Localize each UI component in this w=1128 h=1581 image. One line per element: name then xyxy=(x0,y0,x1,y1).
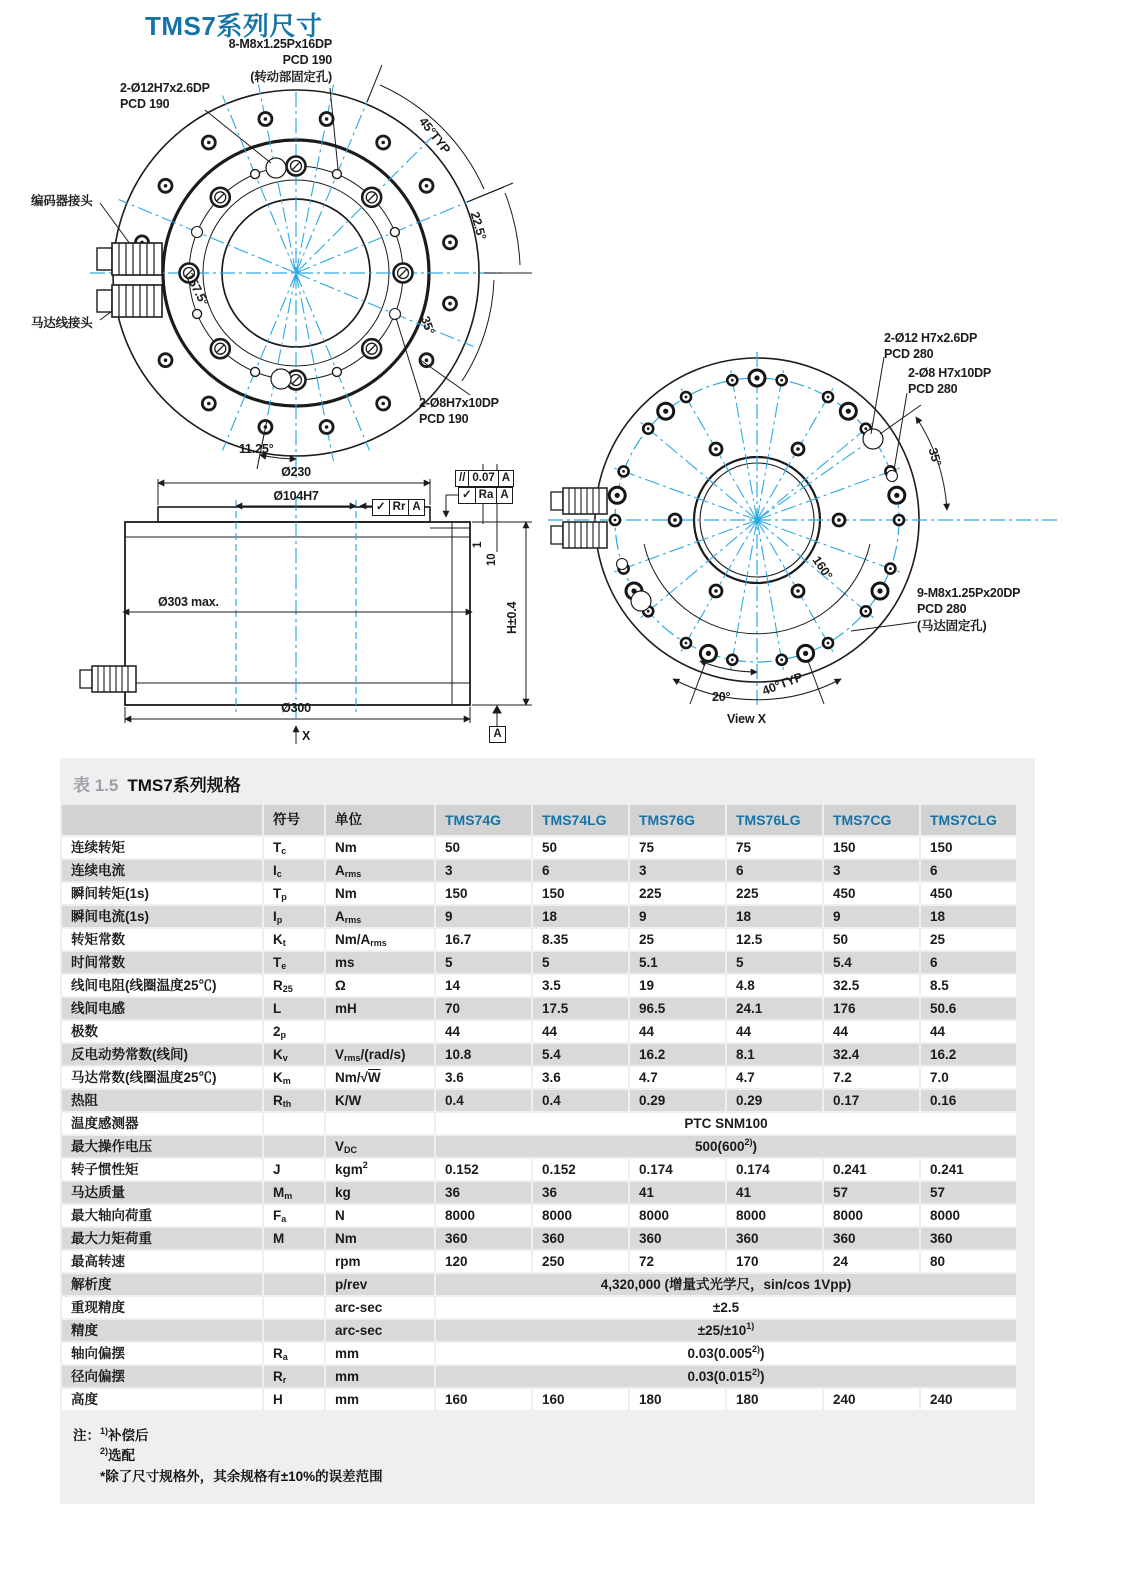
viewx-pin12-label: 2-Ø12 H7x2.6DP PCD 280 xyxy=(884,331,978,362)
spec-value: 57 xyxy=(921,1182,1016,1203)
spec-label: 极数 xyxy=(62,1021,262,1042)
spec-value: 240 xyxy=(921,1389,1016,1410)
spec-value: 0.17 xyxy=(824,1090,919,1111)
spec-row xyxy=(62,837,1016,858)
spec-value: 3.5 xyxy=(533,975,628,996)
spec-row xyxy=(62,1366,1016,1387)
spec-value: 72 xyxy=(630,1251,725,1272)
spec-value: 19 xyxy=(630,975,725,996)
spec-row xyxy=(62,1389,1016,1410)
spec-value: 16.7 xyxy=(436,929,531,950)
spec-label: 连续转矩 xyxy=(62,837,262,858)
spec-value: 25 xyxy=(921,929,1016,950)
spec-unit: $A_{rms}$ xyxy=(326,860,434,881)
spec-label: 径向偏摆 xyxy=(62,1366,262,1387)
spec-label: 最大力矩荷重 xyxy=(62,1228,262,1249)
spec-symbol: $K_t$ xyxy=(264,929,324,950)
spec-unit: $A_{rms}$ xyxy=(326,906,434,927)
spec-row xyxy=(62,929,1016,950)
spec-row xyxy=(62,1251,1016,1272)
spec-unit: mH xyxy=(326,998,434,1019)
spec-row xyxy=(62,1205,1016,1226)
spec-row xyxy=(62,1228,1016,1249)
runout-frame: ✓ Rr A xyxy=(372,499,425,516)
spec-value: 250 xyxy=(533,1251,628,1272)
spec-unit: arc-sec xyxy=(326,1297,434,1318)
spec-value: 6 xyxy=(921,860,1016,881)
spec-value: 6 xyxy=(921,952,1016,973)
viewx-angle-35: 35° xyxy=(925,446,945,468)
dim-height: H±0.4 xyxy=(505,601,519,634)
column-header-model: TMS7CLG xyxy=(921,805,1016,835)
spec-value: 3 xyxy=(436,860,531,881)
parallelism-icon: // xyxy=(456,471,469,486)
spec-unit: rpm xyxy=(326,1251,434,1272)
spec-unit: arc-sec xyxy=(326,1320,434,1341)
spec-unit: $V_{rms}/(rad/s)$ xyxy=(326,1044,434,1065)
spec-value: 0.174 xyxy=(630,1159,725,1180)
dim-d230: Ø230 xyxy=(281,465,311,479)
spec-label: 热阻 xyxy=(62,1090,262,1111)
spec-symbol xyxy=(264,1113,324,1134)
spec-symbol: $I_p$ xyxy=(264,906,324,927)
table-title: TMS7系列规格 xyxy=(127,776,241,795)
spec-row xyxy=(62,998,1016,1019)
spec-unit: Ω xyxy=(326,975,434,996)
spec-value: 36 xyxy=(533,1182,628,1203)
spec-row xyxy=(62,1343,1016,1364)
spec-value-span: $\pm 25/\pm 10^{1)}$ xyxy=(436,1320,1016,1341)
spec-symbol: $R_{th}$ xyxy=(264,1090,324,1111)
spec-label: 温度感测器 xyxy=(62,1113,262,1134)
spec-value: 14 xyxy=(436,975,531,996)
spec-unit: mm xyxy=(326,1366,434,1387)
spec-label: 转子惯性矩 xyxy=(62,1159,262,1180)
spec-value-span: 0.03(0.005$^{2)}$) xyxy=(436,1343,1016,1364)
spec-row xyxy=(62,1021,1016,1042)
table-note: *除了尺寸规格外，其余规格有±10%的误差范围 xyxy=(100,1468,383,1484)
front-rotor-bolt-label: 8-M8x1.25Px16DP PCD 190 (转动部固定孔) xyxy=(228,37,332,84)
spec-symbol: $2_p$ xyxy=(264,1021,324,1042)
spec-value-span: 500(600$^{2)}$) xyxy=(436,1136,1016,1157)
spec-value: 5.1 xyxy=(630,952,725,973)
spec-symbol xyxy=(264,1320,324,1341)
spec-value: 160 xyxy=(533,1389,628,1410)
spec-value: 0.4 xyxy=(436,1090,531,1111)
spec-unit xyxy=(326,1021,434,1042)
front-angle-35: 35° xyxy=(417,314,438,337)
spec-value: 44 xyxy=(727,1021,822,1042)
spec-value: 225 xyxy=(630,883,725,904)
viewx-angle-160: 160° xyxy=(809,553,836,583)
dim-one: 1 xyxy=(472,541,484,548)
spec-value: 44 xyxy=(533,1021,628,1042)
dim-d303: Ø303 max. xyxy=(158,595,219,609)
spec-value: 75 xyxy=(727,837,822,858)
spec-symbol: $M_m$ xyxy=(264,1182,324,1203)
spec-value: 10.8 xyxy=(436,1044,531,1065)
spec-value: 6 xyxy=(727,860,822,881)
spec-value: 25 xyxy=(630,929,725,950)
spec-value: 8.35 xyxy=(533,929,628,950)
spec-value: 18 xyxy=(727,906,822,927)
spec-row xyxy=(62,883,1016,904)
spec-value: 44 xyxy=(824,1021,919,1042)
front-angle-1125: 11.25° xyxy=(239,442,274,456)
viewx-motor-bolt-label: 9-M8x1.25Px20DP PCD 280 (马达固定孔) xyxy=(917,586,1021,633)
spec-row xyxy=(62,906,1016,927)
spec-value-span: ±2.5 xyxy=(436,1297,1016,1318)
spec-label: 线间电感 xyxy=(62,998,262,1019)
side-centerlines xyxy=(236,496,356,718)
roughness-frame: ✓ Ra A xyxy=(458,487,513,504)
spec-value: 50 xyxy=(824,929,919,950)
spec-symbol: $K_v$ xyxy=(264,1044,324,1065)
spec-symbol: H xyxy=(264,1389,324,1410)
spec-symbol: $T_p$ xyxy=(264,883,324,904)
spec-row xyxy=(62,952,1016,973)
spec-value: 0.29 xyxy=(727,1090,822,1111)
spec-value: 450 xyxy=(921,883,1016,904)
view-x-caption: View X xyxy=(727,712,766,726)
spec-value: 0.174 xyxy=(727,1159,822,1180)
spec-row xyxy=(62,860,1016,881)
spec-row xyxy=(62,975,1016,996)
spec-value: 12.5 xyxy=(727,929,822,950)
spec-value: 4.7 xyxy=(630,1067,725,1088)
spec-unit: kgm$^2$ xyxy=(326,1159,434,1180)
spec-value: 8000 xyxy=(630,1205,725,1226)
spec-unit: Nm xyxy=(326,1228,434,1249)
spec-label: 精度 xyxy=(62,1320,262,1341)
spec-value: 8000 xyxy=(436,1205,531,1226)
parallelism-frame: // 0.07 A xyxy=(455,470,514,487)
spec-symbol: $T_c$ xyxy=(264,837,324,858)
spec-value: 18 xyxy=(921,906,1016,927)
table-caption xyxy=(60,758,1035,803)
spec-value: 8000 xyxy=(824,1205,919,1226)
spec-unit: $V_{DC}$ xyxy=(326,1136,434,1157)
spec-section xyxy=(60,758,1035,1504)
spec-label: 瞬间转矩(1s) xyxy=(62,883,262,904)
front-angle-225: 22.5° xyxy=(467,210,489,242)
spec-label: 线间电阻(线圈温度25℃) xyxy=(62,975,262,996)
spec-value: 16.2 xyxy=(921,1044,1016,1065)
spec-value: 50 xyxy=(533,837,628,858)
spec-value: 120 xyxy=(436,1251,531,1272)
spec-symbol xyxy=(264,1274,324,1295)
spec-value: 36 xyxy=(436,1182,531,1203)
viewx-angle-20: 20° xyxy=(712,690,731,704)
spec-symbol xyxy=(264,1251,324,1272)
spec-label: 瞬间电流(1s) xyxy=(62,906,262,927)
spec-unit: mm xyxy=(326,1389,434,1410)
spec-row xyxy=(62,1044,1016,1065)
datum-a-box: A xyxy=(489,726,506,743)
spec-label: 轴向偏摆 xyxy=(62,1343,262,1364)
spec-value: 32.4 xyxy=(824,1044,919,1065)
spec-value: 16.2 xyxy=(630,1044,725,1065)
spec-value: 50.6 xyxy=(921,998,1016,1019)
spec-value: 225 xyxy=(727,883,822,904)
spec-value: 0.16 xyxy=(921,1090,1016,1111)
spec-unit xyxy=(326,1113,434,1134)
spec-value: 4.8 xyxy=(727,975,822,996)
spec-label: 高度 xyxy=(62,1389,262,1410)
spec-value: 360 xyxy=(921,1228,1016,1249)
spec-value: 50 xyxy=(436,837,531,858)
spec-value: 0.4 xyxy=(533,1090,628,1111)
viewx-pin8-label: 2-Ø8 H7x10DP PCD 280 xyxy=(908,366,992,397)
dim-d300: Ø300 xyxy=(281,701,311,715)
spec-value: 3.6 xyxy=(533,1067,628,1088)
table-number: 表 1.5 xyxy=(73,776,119,795)
spec-symbol xyxy=(264,1136,324,1157)
spec-row xyxy=(62,1297,1016,1318)
spec-value: 44 xyxy=(630,1021,725,1042)
spec-label: 最高转速 xyxy=(62,1251,262,1272)
spec-row xyxy=(62,1136,1016,1157)
spec-symbol: J xyxy=(264,1159,324,1180)
spec-row xyxy=(62,1067,1016,1088)
spec-value: 5 xyxy=(727,952,822,973)
spec-unit: mm xyxy=(326,1343,434,1364)
encoder-connector-label: 编码器接头 xyxy=(31,194,93,208)
spec-value: 70 xyxy=(436,998,531,1019)
spec-label: 马达质量 xyxy=(62,1182,262,1203)
column-header: 符号 xyxy=(264,805,324,835)
spec-value: 6 xyxy=(533,860,628,881)
spec-table xyxy=(60,803,1018,1412)
spec-value: 0.29 xyxy=(630,1090,725,1111)
spec-unit: Nm/√W xyxy=(326,1067,434,1088)
spec-symbol: $T_e$ xyxy=(264,952,324,973)
spec-value: 360 xyxy=(824,1228,919,1249)
spec-unit: K/W xyxy=(326,1090,434,1111)
spec-label: 连续电流 xyxy=(62,860,262,881)
spec-value: 44 xyxy=(436,1021,531,1042)
spec-label: 马达常数(线圈温度25℃) xyxy=(62,1067,262,1088)
spec-row xyxy=(62,1090,1016,1111)
spec-value: 160 xyxy=(436,1389,531,1410)
spec-value: 7.2 xyxy=(824,1067,919,1088)
table-note: $^{2)}$选配 xyxy=(100,1446,136,1464)
column-header-model: TMS76G xyxy=(630,805,725,835)
spec-symbol: L xyxy=(264,998,324,1019)
front-pin12-label: 2-Ø12H7x2.6DP PCD 190 xyxy=(120,81,210,112)
spec-value-span: 0.03(0.015$^{2)}$) xyxy=(436,1366,1016,1387)
spec-value: 170 xyxy=(727,1251,822,1272)
spec-symbol: $K_m$ xyxy=(264,1067,324,1088)
spec-value: 0.152 xyxy=(533,1159,628,1180)
spec-label: 时间常数 xyxy=(62,952,262,973)
spec-value: 57 xyxy=(824,1182,919,1203)
spec-value: 180 xyxy=(727,1389,822,1410)
spec-value: 450 xyxy=(824,883,919,904)
spec-symbol: $F_a$ xyxy=(264,1205,324,1226)
view-x-arrow-label: X xyxy=(302,729,311,743)
viewx-angle-40typ: 40°TYP xyxy=(760,669,805,699)
front-pin8-label: 2-Ø8H7x10DP PCD 190 xyxy=(419,396,499,427)
page-title: TMS7系列尺寸 xyxy=(145,11,323,41)
spec-unit: Nm xyxy=(326,883,434,904)
spec-value-span: 4,320,000 (增量式光学尺，sin/cos 1Vpp) xyxy=(436,1274,1016,1295)
table-note: 注：$^{1)}$补偿后 xyxy=(73,1426,149,1443)
spec-value: 360 xyxy=(436,1228,531,1249)
viewx-leaders xyxy=(644,357,947,704)
spec-value: 5.4 xyxy=(824,952,919,973)
spec-value: 41 xyxy=(727,1182,822,1203)
spec-value: 9 xyxy=(824,906,919,927)
spec-label: 最大操作电压 xyxy=(62,1136,262,1157)
spec-value: 96.5 xyxy=(630,998,725,1019)
spec-label: 解析度 xyxy=(62,1274,262,1295)
view-x-drawing xyxy=(548,352,1058,708)
spec-symbol: M xyxy=(264,1228,324,1249)
spec-unit: p/rev xyxy=(326,1274,434,1295)
spec-value: 150 xyxy=(436,883,531,904)
spec-label: 最大轴向荷重 xyxy=(62,1205,262,1226)
spec-value: 24 xyxy=(824,1251,919,1272)
spec-unit: ms xyxy=(326,952,434,973)
spec-value: 3 xyxy=(824,860,919,881)
spec-value: 0.241 xyxy=(921,1159,1016,1180)
spec-value: 240 xyxy=(824,1389,919,1410)
column-header-model: TMS76LG xyxy=(727,805,822,835)
spec-value: 17.5 xyxy=(533,998,628,1019)
spec-value: 8000 xyxy=(727,1205,822,1226)
spec-symbol: $R_a$ xyxy=(264,1343,324,1364)
surface-finish-icon: ✓ xyxy=(373,500,390,515)
spec-value: 44 xyxy=(921,1021,1016,1042)
spec-value: 7.0 xyxy=(921,1067,1016,1088)
spec-value: 150 xyxy=(824,837,919,858)
spec-unit: N xyxy=(326,1205,434,1226)
spec-value: 9 xyxy=(436,906,531,927)
table-notes xyxy=(60,1412,1035,1487)
spec-row xyxy=(62,1320,1016,1341)
motor-cable-connector-label: 马达线接头 xyxy=(31,316,93,330)
spec-row xyxy=(62,1274,1016,1295)
spec-header-row xyxy=(62,805,1016,835)
spec-label: 重现精度 xyxy=(62,1297,262,1318)
spec-value: 150 xyxy=(533,883,628,904)
spec-symbol: $I_c$ xyxy=(264,860,324,881)
spec-value: 8000 xyxy=(921,1205,1016,1226)
spec-value: 75 xyxy=(630,837,725,858)
spec-value: 4.7 xyxy=(727,1067,822,1088)
spec-value: 5 xyxy=(436,952,531,973)
spec-value: 80 xyxy=(921,1251,1016,1272)
spec-value: 360 xyxy=(533,1228,628,1249)
spec-label: 转矩常数 xyxy=(62,929,262,950)
spec-unit: $Nm/A_{rms}$ xyxy=(326,929,434,950)
spec-unit: Nm xyxy=(326,837,434,858)
spec-row xyxy=(62,1182,1016,1203)
column-header-model: TMS74G xyxy=(436,805,531,835)
spec-value: 180 xyxy=(630,1389,725,1410)
column-header-model: TMS7CG xyxy=(824,805,919,835)
spec-value: 41 xyxy=(630,1182,725,1203)
column-header xyxy=(62,805,262,835)
spec-value: 18 xyxy=(533,906,628,927)
spec-value: 5.4 xyxy=(533,1044,628,1065)
spec-value: 24.1 xyxy=(727,998,822,1019)
spec-value: 8.1 xyxy=(727,1044,822,1065)
spec-value: 150 xyxy=(921,837,1016,858)
spec-symbol: $R_{25}$ xyxy=(264,975,324,996)
spec-value: 32.5 xyxy=(824,975,919,996)
spec-value: 3.6 xyxy=(436,1067,531,1088)
spec-symbol xyxy=(264,1297,324,1318)
spec-row xyxy=(62,1113,1016,1134)
spec-unit: kg xyxy=(326,1182,434,1203)
dim-d104: Ø104H7 xyxy=(273,489,319,503)
spec-value: 0.241 xyxy=(824,1159,919,1180)
surface-finish-icon: ✓ xyxy=(459,488,476,503)
spec-value: 3 xyxy=(630,860,725,881)
spec-label: 反电动势常数(线间) xyxy=(62,1044,262,1065)
front-angle-45typ: 45°TYP xyxy=(416,114,454,157)
column-header-model: TMS74LG xyxy=(533,805,628,835)
spec-symbol: $R_r$ xyxy=(264,1366,324,1387)
front-angle-1575: 157.5° xyxy=(182,270,212,309)
spec-row xyxy=(62,1159,1016,1180)
spec-value: 176 xyxy=(824,998,919,1019)
spec-value: 360 xyxy=(630,1228,725,1249)
column-header: 单位 xyxy=(326,805,434,835)
spec-value: 8.5 xyxy=(921,975,1016,996)
spec-value: 360 xyxy=(727,1228,822,1249)
spec-value-span: PTC SNM100 xyxy=(436,1113,1016,1134)
dim-ten: 10 xyxy=(486,553,498,566)
spec-value: 5 xyxy=(533,952,628,973)
spec-value: 8000 xyxy=(533,1205,628,1226)
spec-value: 9 xyxy=(630,906,725,927)
spec-value: 0.152 xyxy=(436,1159,531,1180)
